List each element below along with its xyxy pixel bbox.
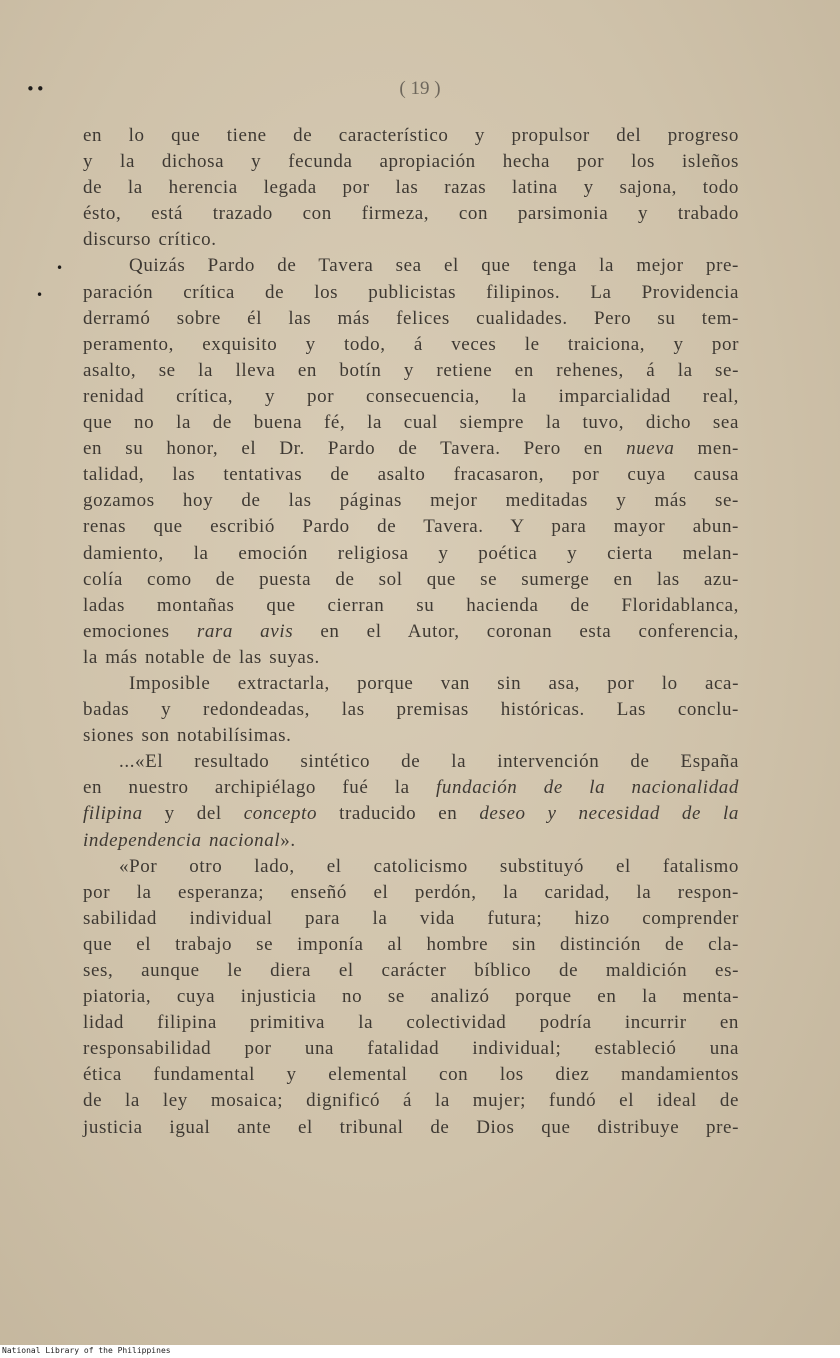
italic-text: fundación de la nacionalidad	[436, 777, 739, 799]
text-run: ladas montañas que cierran su hacienda de Floridablanca,	[83, 594, 739, 616]
text-line	[83, 488, 739, 514]
text-run: que el trabajo se imponía al hombre sin distinción de cla-	[83, 933, 739, 955]
text-run: men-	[674, 438, 739, 460]
text-line	[83, 1062, 739, 1088]
text-run: peramento, exquisito y todo, á veces le traiciona, y por	[83, 333, 739, 355]
text-run: renas que escribió Pardo de Tavera. Y para mayor abun-	[83, 516, 739, 538]
margin-dot-mark: •	[56, 261, 64, 275]
text-run: en su honor, el Dr. Pardo de Tavera. Pero en	[83, 438, 627, 460]
text-line	[83, 775, 739, 801]
text-run: y del	[142, 803, 244, 825]
text-run: renidad crítica, y por consecuencia, la imparcialidad real,	[83, 385, 739, 407]
italic-text: rara avis	[196, 620, 294, 642]
page-number: ( 19 )	[399, 78, 441, 99]
text-line	[83, 462, 739, 488]
text-run: piatoria, cuya injusticia no se analizó porque en la menta-	[83, 986, 739, 1008]
italic-text: nueva	[626, 438, 675, 460]
text-line	[83, 410, 739, 436]
text-run: en el Autor, coronan esta conferencia,	[293, 620, 739, 642]
text-run: en lo que tiene de característico y propulsor del progreso	[83, 125, 739, 146]
text-run: derramó sobre él las más felices cualidades. Pero su tem-	[83, 307, 739, 329]
text-run: y la dichosa y fecunda apropiación hecha por los isleños	[83, 151, 739, 173]
text-run: de la herencia legada por las razas latina y sajona, todo	[83, 177, 739, 199]
text-run: «Por otro lado, el catolicismo substituyó el fatalismo	[119, 855, 739, 877]
italic-text: filipina	[83, 803, 143, 825]
text-run: badas y redondeadas, las premisas históricas. Las conclu-	[83, 699, 739, 721]
text-line	[83, 280, 739, 306]
text-line	[83, 1088, 739, 1114]
text-line	[83, 436, 739, 462]
ink-dots-mark: ••	[26, 80, 46, 98]
footer-strip	[0, 1345, 840, 1358]
text-line	[83, 332, 739, 358]
text-run: gozamos hoy de las páginas mejor meditadas y más se-	[83, 490, 739, 512]
text-run: colía como de puesta de sol que se sumerge en las azu-	[83, 568, 739, 590]
text-line	[83, 1036, 739, 1062]
text-run: siones son notabilísimas.	[83, 725, 292, 747]
text-line	[83, 619, 739, 645]
text-line	[83, 671, 739, 697]
text-line	[83, 697, 739, 723]
text-run: Quizás Pardo de Tavera sea el que tenga la mejor pre-	[129, 255, 739, 277]
text-run: ética fundamental y elemental con los diez mandamientos	[83, 1064, 739, 1086]
text-run: ses, aunque le diera el carácter bíblico de maldición es-	[83, 960, 739, 981]
margin-dot-mark: •	[36, 288, 44, 302]
italic-text: concepto	[243, 803, 318, 825]
text-run: Imposible extractarla, porque van sin asa, por lo aca-	[129, 672, 739, 694]
text-run: talidad, las tentativas de asalto fracasaron, por cuya causa	[83, 464, 739, 486]
text-line	[83, 958, 739, 984]
text-run: sabilidad individual para la vida futura; hizo comprender	[83, 907, 739, 929]
text-run: que no la de buena fé, la cual siempre la tuvo, dicho sea	[83, 412, 739, 434]
text-line	[83, 358, 739, 384]
text-line	[83, 227, 739, 253]
text-line	[83, 149, 739, 175]
text-line	[83, 906, 739, 932]
text-run: damiento, la emoción religiosa y poética y cierta melan-	[83, 542, 739, 564]
text-line	[83, 567, 739, 593]
text-line	[83, 201, 739, 227]
text-run: paración crítica de los publicistas filipinos. La Providencia	[83, 281, 739, 303]
text-line	[83, 123, 739, 149]
text-line	[83, 880, 739, 906]
text-line	[83, 1115, 739, 1141]
text-line	[83, 828, 739, 854]
text-line	[83, 175, 739, 201]
text-run: discurso crítico.	[83, 229, 217, 251]
text-line	[83, 306, 739, 332]
text-run: emociones	[83, 620, 197, 642]
text-line	[83, 932, 739, 958]
text-line	[83, 1010, 739, 1036]
italic-text: deseo y necesidad de la	[479, 803, 739, 825]
text-run: lidad filipina primitiva la colectividad podría incurrir en	[83, 1012, 739, 1034]
text-line	[83, 541, 739, 567]
text-run: de la ley mosaica; dignificó á la mujer; fundó el ideal de	[83, 1090, 739, 1112]
text-line	[83, 984, 739, 1010]
text-line	[83, 723, 739, 749]
italic-text: independencia nacional	[83, 829, 281, 851]
text-run: ésto, está trazado con firmeza, con parsimonia y trabado	[83, 203, 739, 225]
text-run: responsabilidad por una fatalidad individual; estableció una	[83, 1038, 739, 1060]
text-line	[83, 253, 739, 279]
text-line	[83, 749, 739, 775]
text-run: asalto, se la lleva en botín y retiene en rehenes, á la se-	[83, 359, 739, 381]
text-run: ».	[280, 829, 296, 851]
text-line	[83, 801, 739, 827]
text-line	[83, 854, 739, 880]
text-line	[83, 384, 739, 410]
body-text	[83, 123, 739, 1141]
text-line	[83, 593, 739, 619]
text-line	[83, 514, 739, 540]
text-run: por la esperanza; enseñó el perdón, la caridad, la respon-	[83, 881, 739, 903]
text-run: en nuestro archipiélago fué la	[83, 777, 437, 799]
text-run: ...«El resultado sintético de la intervención de España	[119, 751, 739, 773]
text-run: justicia igual ante el tribunal de Dios que distribuye pre-	[83, 1116, 739, 1138]
text-line	[83, 645, 739, 671]
text-run: traducido en	[317, 803, 480, 825]
text-run: la más notable de las suyas.	[83, 646, 320, 668]
library-credit: National Library of the Philippines	[2, 1346, 171, 1355]
